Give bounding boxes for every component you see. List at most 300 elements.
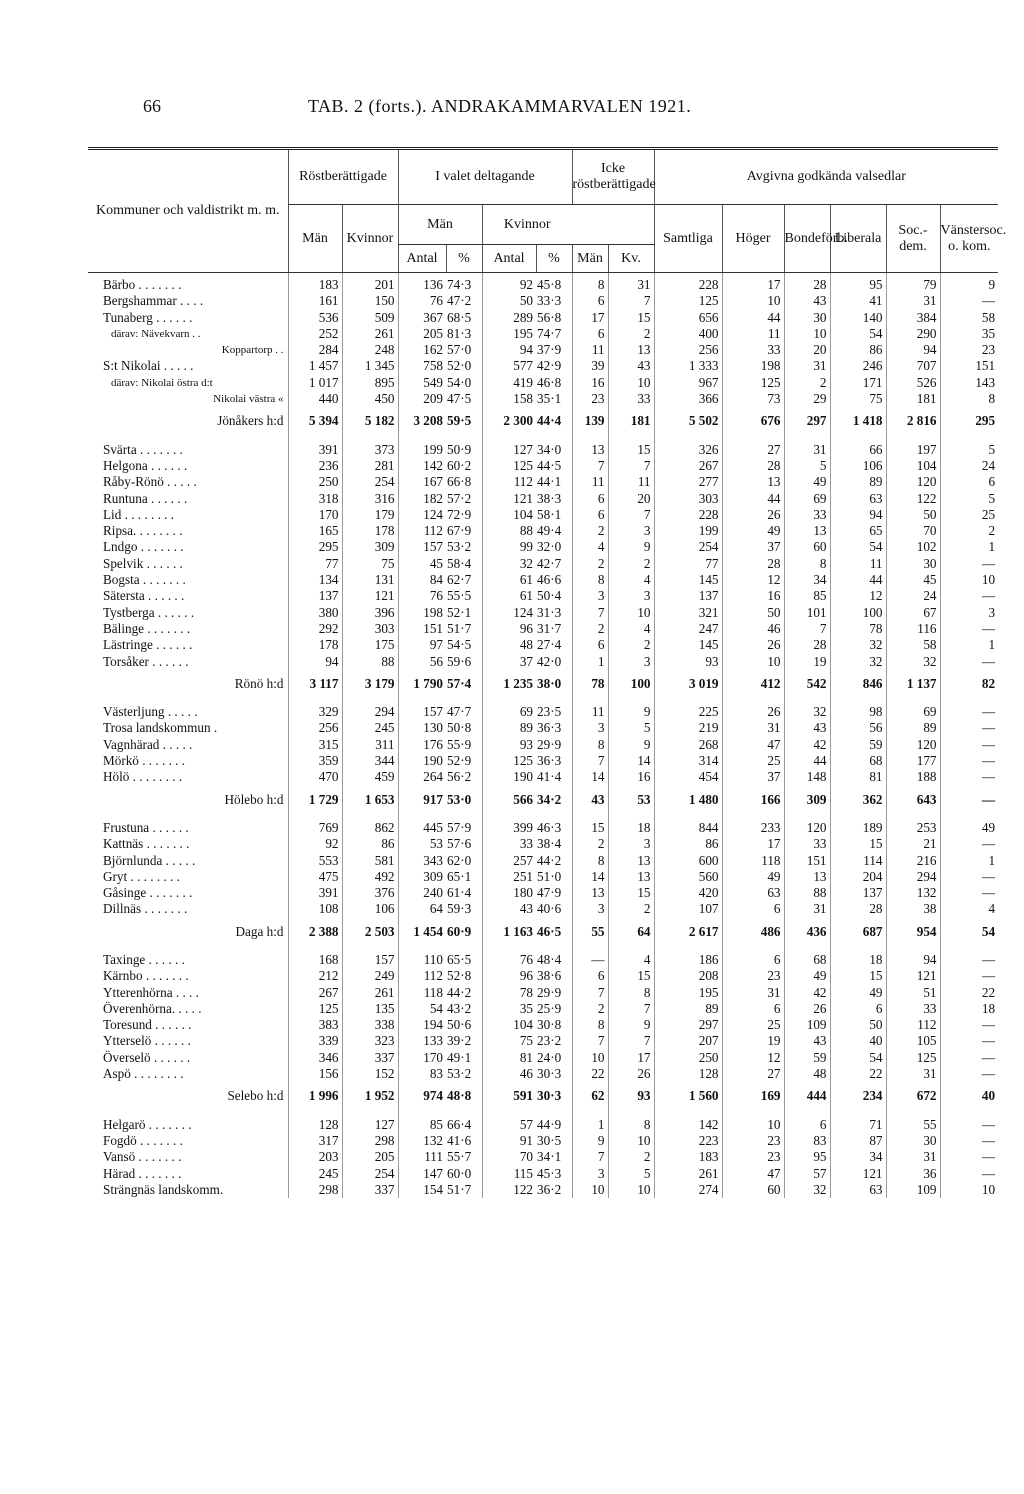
cell-socdem: 36 [886,1166,940,1182]
header-valet-man: Män [398,205,482,245]
cell-valet-man-procent: 72·9 [447,506,472,522]
cell-valet-man-procent: 51·7 [447,1181,472,1197]
cell-socdem: 112 [886,1017,940,1033]
cell-rost-kvinnor: 3 179 [342,670,398,704]
cell-socdem: 102 [886,539,940,555]
cell-bondeforb: 109 [784,1017,830,1033]
cell-valet-kvinnor-procent: 48·4 [537,951,562,967]
cell-icke-kv: 10 [608,605,654,621]
cell-icke-man: 8 [572,853,608,869]
cell-icke-man: 10 [572,1050,608,1066]
cell-valet-kvinnor-antal: 190 [482,769,536,785]
cell-rost-man: 1 996 [288,1082,342,1116]
cell-valet-kvinnor-procent: 38·0 [537,675,562,691]
cell-rost-man: 94 [288,654,342,670]
cell-valet-kvinnor-procent: 74·7 [537,325,562,341]
cell-icke-man: 8 [572,572,608,588]
cell-icke-kv: 181 [608,407,654,441]
table-row [88,442,998,458]
row-label: Torsåker . . . . . . [103,653,189,669]
row-label: Mörkö . . . . . . . [103,753,186,769]
row-label: Toresund . . . . . . [103,1017,192,1033]
cell-socdem: 33 [886,1001,940,1017]
cell-socdem: 94 [886,342,940,358]
cell-hoger: 12 [722,572,784,588]
table-row [88,1033,998,1049]
cell-valet-man-procent: 60·2 [447,457,472,473]
cell-valet-kvinnor-antal: 75 [482,1033,536,1049]
cell-valet-man-antal: 54 [398,1001,446,1017]
cell-icke-man: 7 [572,1033,608,1049]
cell-icke-man: 2 [572,523,608,539]
cell-rost-man: 3 117 [288,670,342,704]
cell-hoger: 12 [722,1050,784,1066]
cell-rost-man: 178 [288,637,342,653]
cell-socdem: 954 [886,918,940,952]
cell-bondeforb: 48 [784,1066,830,1082]
cell-valet-man-procent: 66·4 [447,1116,472,1132]
cell-socdem: 132 [886,885,940,901]
cell-bondeforb: 32 [784,704,830,720]
table-row [88,605,998,621]
header-socdem: Soc.-dem. [886,205,940,273]
cell-valet-kvinnor-procent: 56·8 [537,309,562,325]
cell-vanster: — [940,786,998,820]
header-kvinnor-antal: Antal [482,245,536,273]
cell-icke-kv: 10 [608,375,654,391]
cell-socdem: 643 [886,786,940,820]
cell-hoger: 46 [722,621,784,637]
row-label: Jönåkers h:d [217,413,284,429]
row-label: Svärta . . . . . . . [103,441,183,457]
cell-vanster: — [940,1066,998,1082]
cell-liberala: 50 [830,1017,886,1033]
cell-rost-kvinnor: 396 [342,605,398,621]
cell-icke-man: 2 [572,1001,608,1017]
cell-rost-man: 1 457 [288,358,342,374]
table-row [88,820,998,836]
cell-valet-kvinnor-procent: 40·6 [537,901,562,917]
cell-rost-kvinnor: 249 [342,968,398,984]
cell-valet-man-antal: 118 [398,985,446,1001]
cell-vanster: — [940,1166,998,1182]
cell-valet-kvinnor-procent: 41·4 [537,769,562,785]
cell-icke-kv: 33 [608,391,654,407]
cell-samtliga: 137 [654,588,722,604]
row-label: Västerljung . . . . . [103,704,198,720]
cell-rost-man: 1 017 [288,375,342,391]
table-row [88,704,998,720]
cell-vanster: 295 [940,407,998,441]
cell-valet-man-antal: 110 [398,952,446,968]
cell-vanster: — [940,753,998,769]
cell-vanster: — [940,885,998,901]
cell-icke-kv: 2 [608,901,654,917]
cell-valet-kvinnor-antal: 158 [482,391,536,407]
cell-vanster: 82 [940,670,998,704]
cell-valet-man-procent: 61·4 [447,885,472,901]
cell-bondeforb: 31 [784,901,830,917]
cell-hoger: 676 [722,407,784,441]
cell-valet-kvinnor-procent: 46·5 [537,923,562,939]
cell-liberala: 6 [830,1001,886,1017]
cell-valet-kvinnor-antal: 61 [482,588,536,604]
cell-bondeforb: 26 [784,1001,830,1017]
cell-hoger: 37 [722,769,784,785]
cell-rost-kvinnor: 1 345 [342,358,398,374]
cell-bondeforb: 42 [784,737,830,753]
cell-valet-kvinnor-procent: 45·8 [537,277,562,292]
cell-valet-man-antal: 167 [398,474,446,490]
cell-valet-kvinnor-procent: 27·4 [537,637,562,653]
cell-bondeforb: 33 [784,507,830,523]
cell-icke-kv: 2 [608,556,654,572]
cell-rost-kvinnor: 509 [342,310,398,326]
cell-socdem: 120 [886,737,940,753]
cell-vanster: — [940,588,998,604]
cell-valet-kvinnor-antal: 61 [482,572,536,588]
cell-valet-man-antal: 170 [398,1050,446,1066]
cell-socdem: 94 [886,952,940,968]
row-label: Bärbo . . . . . . . [103,277,182,292]
cell-hoger: 17 [722,273,784,294]
cell-socdem: 216 [886,853,940,869]
header-man-antal: Antal [398,245,446,273]
cell-rost-kvinnor: 895 [342,375,398,391]
cell-valet-kvinnor-procent: 44·5 [537,457,562,473]
cell-hoger: 169 [722,1082,784,1116]
cell-valet-kvinnor-procent: 30·3 [537,1088,562,1104]
cell-valet-man-procent: 47·7 [447,704,472,720]
cell-hoger: 49 [722,523,784,539]
cell-samtliga: 277 [654,474,722,490]
cell-valet-kvinnor-procent: 44·4 [537,413,562,429]
cell-rost-man: 128 [288,1117,342,1133]
cell-socdem: 177 [886,753,940,769]
cell-hoger: 6 [722,1001,784,1017]
row-label: Aspö . . . . . . . . [103,1066,184,1082]
cell-valet-kvinnor-antal: 122 [482,1182,536,1198]
table-row [88,1001,998,1017]
cell-vanster: — [940,1133,998,1149]
cell-samtliga: 560 [654,869,722,885]
cell-samtliga: 400 [654,326,722,342]
row-label: Bogsta . . . . . . . [103,572,186,588]
cell-bondeforb: 151 [784,853,830,869]
cell-valet-kvinnor-procent: 23·2 [537,1033,562,1049]
cell-rost-man: 77 [288,556,342,572]
cell-valet-man-antal: 84 [398,572,446,588]
cell-rost-kvinnor: 337 [342,1182,398,1198]
table-row [88,523,998,539]
cell-hoger: 31 [722,985,784,1001]
cell-icke-man: 6 [572,491,608,507]
cell-icke-man: 2 [572,556,608,572]
cell-valet-man-procent: 52·9 [447,753,472,769]
cell-valet-kvinnor-antal: 289 [482,310,536,326]
cell-socdem: 707 [886,358,940,374]
cell-valet-man-procent: 52·8 [447,968,472,984]
cell-vanster: 143 [940,375,998,391]
cell-valet-man-procent: 55·5 [447,588,472,604]
cell-icke-kv: 17 [608,1050,654,1066]
cell-valet-kvinnor-procent: 34·1 [537,1149,562,1165]
header-valet-kvinnor: Kvinnor [482,205,572,245]
table-row [88,342,998,358]
cell-valet-kvinnor-procent: 30·3 [537,1066,562,1082]
cell-rost-man: 203 [288,1149,342,1165]
cell-liberala: 56 [830,720,886,736]
cell-icke-man: 6 [572,293,608,309]
cell-samtliga: 228 [654,507,722,523]
table-row [88,654,998,670]
cell-rost-man: 329 [288,704,342,720]
cell-valet-kvinnor-procent: 36·3 [537,720,562,736]
cell-vanster: — [940,1050,998,1066]
cell-samtliga: 256 [654,342,722,358]
cell-samtliga: 208 [654,968,722,984]
cell-bondeforb: 297 [784,407,830,441]
cell-icke-man: 13 [572,885,608,901]
header-icke-kv: Kv. [608,245,654,273]
cell-valet-man-procent: 60·9 [447,923,472,939]
cell-hoger: 47 [722,737,784,753]
table-row [88,1182,998,1198]
cell-rost-kvinnor: 152 [342,1066,398,1082]
cell-rost-man: 252 [288,326,342,342]
row-label: S:t Nikolai . . . . . [103,358,194,374]
cell-icke-kv: 8 [608,985,654,1001]
cell-rost-man: 165 [288,523,342,539]
cell-icke-kv: 2 [608,637,654,653]
cell-rost-kvinnor: 1 653 [342,786,398,820]
cell-valet-man-antal: 76 [398,293,446,309]
cell-valet-man-antal: 112 [398,968,446,984]
cell-vanster: — [940,869,998,885]
cell-valet-man-procent: 50·6 [447,1017,472,1033]
cell-valet-kvinnor-antal: 577 [482,358,536,374]
cell-liberala: 12 [830,588,886,604]
cell-rost-kvinnor: 179 [342,507,398,523]
cell-rost-kvinnor: 131 [342,572,398,588]
cell-valet-kvinnor-procent: 49·4 [537,523,562,539]
cell-valet-kvinnor-procent: 46·3 [537,819,562,835]
cell-socdem: 197 [886,442,940,458]
row-label: Björnlunda . . . . . [103,852,196,868]
cell-socdem: 2 816 [886,407,940,441]
row-label: Hölebo h:d [224,791,284,807]
cell-vanster: 25 [940,507,998,523]
cell-valet-kvinnor-antal: 99 [482,539,536,555]
cell-rost-man: 298 [288,1182,342,1198]
cell-liberala: 140 [830,310,886,326]
cell-valet-man-procent: 59·5 [447,413,472,429]
row-label: Lndgo . . . . . . . [103,539,184,555]
cell-rost-man: 553 [288,853,342,869]
row-label: Lästringe . . . . . . [103,637,193,653]
cell-rost-man: 236 [288,458,342,474]
cell-hoger: 28 [722,556,784,572]
cell-valet-man-antal: 549 [398,375,446,391]
cell-icke-man: 10 [572,1182,608,1198]
cell-hoger: 47 [722,1166,784,1182]
cell-icke-kv: 9 [608,1017,654,1033]
cell-icke-kv: 3 [608,654,654,670]
cell-vanster: — [940,654,998,670]
cell-valet-man-antal: 974 [398,1082,446,1116]
cell-socdem: 125 [886,1050,940,1066]
table-row [88,458,998,474]
header-avgivna: Avgivna godkända valsedlar [654,149,998,205]
table-row [88,572,998,588]
cell-valet-kvinnor-antal: 43 [482,901,536,917]
row-label: Runtuna . . . . . . [103,490,188,506]
cell-icke-man: 7 [572,605,608,621]
cell-valet-man-antal: 190 [398,753,446,769]
cell-rost-kvinnor: 175 [342,637,398,653]
cell-valet-man-procent: 39·2 [447,1033,472,1049]
cell-vanster: 24 [940,458,998,474]
cell-valet-man-antal: 917 [398,786,446,820]
cell-liberala: 59 [830,737,886,753]
cell-vanster: — [940,704,998,720]
row-label: Ytterselö . . . . . . [103,1033,191,1049]
cell-samtliga: 454 [654,769,722,785]
cell-icke-man: 2 [572,836,608,852]
cell-liberala: 28 [830,901,886,917]
cell-rost-kvinnor: 376 [342,885,398,901]
row-label: Helgarö . . . . . . . [103,1116,192,1132]
table-row [88,1133,998,1149]
cell-socdem: 120 [886,474,940,490]
cell-icke-kv: 93 [608,1082,654,1116]
cell-icke-man: 11 [572,342,608,358]
cell-samtliga: 967 [654,375,722,391]
cell-bondeforb: 43 [784,293,830,309]
cell-socdem: 31 [886,1149,940,1165]
cell-hoger: 44 [722,491,784,507]
cell-icke-kv: 2 [608,1149,654,1165]
cell-liberala: 81 [830,769,886,785]
cell-valet-man-antal: 130 [398,720,446,736]
header-icke: Icke röstberättigade [572,149,654,205]
cell-socdem: 30 [886,556,940,572]
cell-rost-kvinnor: 248 [342,342,398,358]
cell-rost-man: 769 [288,820,342,836]
cell-rost-kvinnor: 157 [342,952,398,968]
cell-rost-kvinnor: 337 [342,1050,398,1066]
row-label: Vansö . . . . . . . [103,1149,182,1165]
cell-valet-kvinnor-procent: 36·3 [537,753,562,769]
cell-rost-kvinnor: 344 [342,753,398,769]
cell-rost-man: 391 [288,885,342,901]
cell-rost-kvinnor: 127 [342,1117,398,1133]
cell-icke-man: 17 [572,310,608,326]
cell-icke-man: 7 [572,458,608,474]
header-liberala: Liberala [830,205,886,273]
cell-valet-man-procent: 53·2 [447,539,472,555]
cell-icke-man: 11 [572,474,608,490]
cell-valet-man-antal: 205 [398,326,446,342]
cell-valet-kvinnor-procent: 42·9 [537,358,562,374]
cell-hoger: 166 [722,786,784,820]
cell-icke-man: 22 [572,1066,608,1082]
cell-liberala: 204 [830,869,886,885]
summary-row [88,670,998,704]
table-row [88,1017,998,1033]
cell-samtliga: 125 [654,293,722,309]
cell-valet-man-antal: 343 [398,853,446,869]
cell-valet-man-procent: 57·6 [447,836,472,852]
cell-vanster: 5 [940,491,998,507]
row-label: Selebo h:d [227,1088,284,1104]
cell-rost-man: 134 [288,572,342,588]
table-row [88,769,998,785]
cell-hoger: 23 [722,968,784,984]
cell-socdem: 253 [886,820,940,836]
cell-samtliga: 5 502 [654,407,722,441]
cell-vanster: 10 [940,1182,998,1198]
cell-vanster: — [940,968,998,984]
cell-vanster: 2 [940,523,998,539]
cell-valet-man-antal: 209 [398,391,446,407]
cell-rost-man: 156 [288,1066,342,1082]
cell-rost-man: 380 [288,605,342,621]
cell-valet-kvinnor-procent: 24·0 [537,1049,562,1065]
table-row [88,753,998,769]
cell-socdem: 104 [886,458,940,474]
cell-valet-kvinnor-antal: 96 [482,621,536,637]
cell-rost-man: 250 [288,474,342,490]
cell-hoger: 6 [722,901,784,917]
cell-icke-man: 14 [572,769,608,785]
cell-valet-man-procent: 53·2 [447,1066,472,1082]
cell-valet-kvinnor-procent: 37·9 [537,342,562,358]
row-label: Tystberga . . . . . . [103,604,195,620]
cell-bondeforb: 44 [784,753,830,769]
cell-icke-kv: 10 [608,1182,654,1198]
cell-valet-kvinnor-antal: 180 [482,885,536,901]
cell-valet-kvinnor-procent: 46·8 [537,374,562,390]
cell-hoger: 19 [722,1033,784,1049]
page-number: 66 [143,96,161,116]
row-label: Vagnhärad . . . . . [103,736,193,752]
cell-valet-kvinnor-procent: 34·0 [537,441,562,457]
cell-bondeforb: 28 [784,637,830,653]
cell-socdem: 38 [886,901,940,917]
cell-valet-kvinnor-antal: 76 [482,952,536,968]
cell-liberala: 22 [830,1066,886,1082]
cell-icke-kv: 7 [608,1001,654,1017]
header-icke-man: Män [572,245,608,273]
cell-hoger: 233 [722,820,784,836]
cell-bondeforb: 20 [784,342,830,358]
cell-icke-man: 6 [572,326,608,342]
cell-bondeforb: 88 [784,885,830,901]
table-row [88,358,998,374]
cell-valet-man-procent: 68·5 [447,309,472,325]
cell-bondeforb: 2 [784,375,830,391]
cell-socdem: 122 [886,491,940,507]
cell-valet-man-antal: 53 [398,836,446,852]
cell-icke-man: 3 [572,720,608,736]
row-label: Ripsa. . . . . . . . [103,523,183,539]
row-label: Överenhörna. . . . . [103,1000,202,1016]
cell-vanster: 8 [940,391,998,407]
row-label: Dillnäs . . . . . . . [103,901,188,917]
cell-valet-man-antal: 142 [398,458,446,474]
cell-valet-man-antal: 83 [398,1066,446,1082]
